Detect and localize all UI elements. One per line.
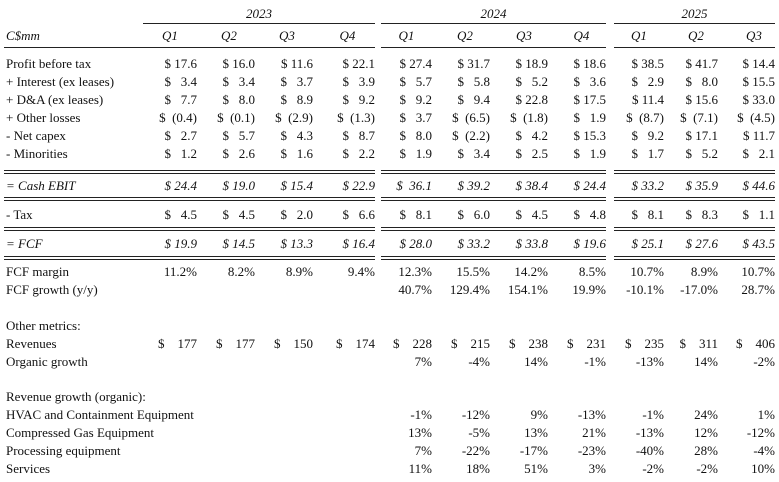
table-cell: $ 17.5 bbox=[573, 92, 606, 107]
row-label: - Tax bbox=[6, 207, 33, 222]
table-cell: $ 33.8 bbox=[515, 236, 548, 251]
table-cell: $ 2.6 bbox=[222, 146, 255, 161]
table-cell: $ (2.2) bbox=[452, 128, 490, 143]
table-cell: 154.1% bbox=[507, 282, 548, 297]
table-cell: $ 19.0 bbox=[222, 178, 255, 193]
table-cell: $ 33.2 bbox=[457, 236, 490, 251]
table-cell: 8.5% bbox=[578, 264, 606, 279]
table-cell: $ 19.6 bbox=[573, 236, 606, 251]
year-rule bbox=[381, 23, 606, 24]
table-cell: $ (4.5) bbox=[737, 110, 775, 125]
table-cell: -22% bbox=[461, 443, 490, 458]
table-cell: 13% bbox=[408, 425, 432, 440]
table-cell: $ 11.4 bbox=[631, 92, 664, 107]
row-label: Profit before tax bbox=[6, 56, 92, 71]
table-cell: $ 1.6 bbox=[280, 146, 313, 161]
table-cell: 9% bbox=[530, 407, 548, 422]
table-cell: $ 18.6 bbox=[573, 56, 606, 71]
table-cell: $ 5.7 bbox=[399, 74, 432, 89]
table-cell: $ 5.8 bbox=[457, 74, 490, 89]
table-cell: 10.7% bbox=[741, 264, 775, 279]
table-cell: $ 6.0 bbox=[457, 207, 490, 222]
table-cell: $ 228 bbox=[393, 336, 432, 351]
table-cell: $ 5.2 bbox=[515, 74, 548, 89]
table-cell: $ 1.1 bbox=[742, 207, 775, 222]
table-cell: $ 9.2 bbox=[399, 92, 432, 107]
table-cell: $ 22.8 bbox=[515, 92, 548, 107]
table-cell: $ 8.0 bbox=[222, 92, 255, 107]
table-cell: $ 17.1 bbox=[685, 128, 718, 143]
table-cell: $ (1.8) bbox=[510, 110, 548, 125]
row-label: + D&A (ex leases) bbox=[6, 92, 104, 107]
double-rule bbox=[4, 170, 375, 174]
table-cell: $ 3.4 bbox=[457, 146, 490, 161]
table-cell: $ 13.3 bbox=[280, 236, 313, 251]
row-label: - Minorities bbox=[6, 146, 68, 161]
table-cell: $ 4.2 bbox=[515, 128, 548, 143]
table-cell: 129.4% bbox=[449, 282, 490, 297]
table-cell: $ 2.9 bbox=[631, 74, 664, 89]
table-cell: $ 3.7 bbox=[399, 110, 432, 125]
table-cell: 12.3% bbox=[398, 264, 432, 279]
table-cell: $ 2.0 bbox=[280, 207, 313, 222]
double-rule bbox=[4, 197, 375, 201]
double-rule bbox=[4, 227, 375, 231]
table-cell: 14% bbox=[524, 354, 548, 369]
table-cell: 9.4% bbox=[347, 264, 375, 279]
table-cell: $ 17.6 bbox=[164, 56, 197, 71]
table-cell: $ 39.2 bbox=[457, 178, 490, 193]
table-cell: $ 22.1 bbox=[342, 56, 375, 71]
table-cell: $ 18.9 bbox=[515, 56, 548, 71]
table-cell: -12% bbox=[746, 425, 775, 440]
table-cell: -13% bbox=[635, 425, 664, 440]
table-cell: $ 150 bbox=[274, 336, 313, 351]
table-cell: -2% bbox=[696, 461, 718, 476]
table-cell: -23% bbox=[577, 443, 606, 458]
year-header-2023: 2023 bbox=[246, 6, 272, 21]
quarter-header: Q1 bbox=[631, 28, 647, 43]
table-cell: -10.1% bbox=[626, 282, 664, 297]
year-header-2024: 2024 bbox=[480, 6, 507, 21]
table-cell: $ 27.4 bbox=[399, 56, 432, 71]
table-cell: $ (1.3) bbox=[337, 110, 375, 125]
quarter-header: Q1 bbox=[162, 28, 178, 43]
table-cell: $ 8.7 bbox=[342, 128, 375, 143]
table-cell: $ 11.6 bbox=[280, 56, 313, 71]
row-label: = Cash EBIT bbox=[6, 178, 76, 193]
double-rule bbox=[4, 256, 375, 260]
table-cell: $ (7.1) bbox=[680, 110, 718, 125]
table-cell: $ 311 bbox=[679, 336, 718, 351]
table-cell: $ 36.1 bbox=[396, 178, 432, 193]
table-cell: $ 231 bbox=[567, 336, 606, 351]
table-cell: $ 43.5 bbox=[742, 236, 775, 251]
header-rule bbox=[4, 47, 375, 48]
table-cell: 11% bbox=[408, 461, 432, 476]
table-cell: $ 1.9 bbox=[573, 146, 606, 161]
table-cell: $ 16.4 bbox=[342, 236, 375, 251]
row-label: FCF growth (y/y) bbox=[6, 282, 98, 297]
row-label: = FCF bbox=[6, 236, 43, 251]
table-cell: 40.7% bbox=[398, 282, 432, 297]
table-cell: $ 14.5 bbox=[222, 236, 255, 251]
table-cell: $ 15.4 bbox=[280, 178, 313, 193]
table-cell: $ 9.2 bbox=[631, 128, 664, 143]
table-cell: 13% bbox=[524, 425, 548, 440]
table-cell: -17% bbox=[519, 443, 548, 458]
row-label: Services bbox=[6, 461, 51, 476]
table-cell: $ 27.6 bbox=[685, 236, 718, 251]
double-rule bbox=[614, 170, 775, 174]
quarter-header: Q2 bbox=[457, 28, 473, 43]
table-cell: -4% bbox=[468, 354, 490, 369]
table-cell: $ 2.5 bbox=[515, 146, 548, 161]
table-cell: -12% bbox=[461, 407, 490, 422]
table-cell: $ 8.0 bbox=[399, 128, 432, 143]
table-cell: $ 4.5 bbox=[515, 207, 548, 222]
table-cell: 7% bbox=[414, 354, 432, 369]
table-cell: 28.7% bbox=[741, 282, 775, 297]
table-cell: $ 3.4 bbox=[222, 74, 255, 89]
table-cell: -1% bbox=[642, 407, 664, 422]
table-cell: $ 35.9 bbox=[685, 178, 718, 193]
table-cell: $ 4.8 bbox=[573, 207, 606, 222]
table-cell: $ 3.7 bbox=[280, 74, 313, 89]
table-cell: $ 177 bbox=[216, 336, 255, 351]
table-cell: $ 16.0 bbox=[222, 56, 255, 71]
table-cell: $ 41.7 bbox=[685, 56, 718, 71]
quarter-header: Q3 bbox=[516, 28, 532, 43]
table-cell: 10.7% bbox=[630, 264, 664, 279]
table-cell: $ 19.9 bbox=[164, 236, 197, 251]
table-cell: $ 2.1 bbox=[742, 146, 775, 161]
table-cell: 11.2% bbox=[163, 264, 197, 279]
table-cell: 18% bbox=[466, 461, 490, 476]
table-cell: -4% bbox=[753, 443, 775, 458]
year-rule bbox=[143, 23, 375, 24]
row-label: Compressed Gas Equipment bbox=[6, 425, 155, 440]
table-cell: $ 15.3 bbox=[573, 128, 606, 143]
row-label: Revenue growth (organic): bbox=[6, 389, 146, 404]
table-cell: 8.9% bbox=[690, 264, 718, 279]
table-cell: $ 8.1 bbox=[631, 207, 664, 222]
double-rule bbox=[381, 170, 606, 174]
table-cell: $ 38.5 bbox=[631, 56, 664, 71]
table-cell: $ 9.2 bbox=[342, 92, 375, 107]
table-cell: 8.9% bbox=[285, 264, 313, 279]
table-cell: -5% bbox=[468, 425, 490, 440]
header-rule bbox=[381, 47, 606, 48]
table-cell: 15.5% bbox=[456, 264, 490, 279]
table-cell: $ 174 bbox=[336, 336, 375, 351]
double-rule bbox=[381, 227, 606, 231]
table-cell: $ 8.1 bbox=[399, 207, 432, 222]
table-cell: $ 1.2 bbox=[164, 146, 197, 161]
table-cell: 14% bbox=[694, 354, 718, 369]
table-cell: $ 25.1 bbox=[631, 236, 664, 251]
table-cell: $ 2.2 bbox=[342, 146, 375, 161]
table-cell: -2% bbox=[642, 461, 664, 476]
table-cell: $ 6.6 bbox=[342, 207, 375, 222]
row-label: FCF margin bbox=[6, 264, 69, 279]
double-rule bbox=[381, 256, 606, 260]
table-cell: $ 22.9 bbox=[342, 178, 375, 193]
table-cell: $ 4.5 bbox=[222, 207, 255, 222]
table-cell: $ 406 bbox=[736, 336, 775, 351]
double-rule bbox=[381, 197, 606, 201]
table-cell: 21% bbox=[582, 425, 606, 440]
table-cell: $ 24.4 bbox=[164, 178, 197, 193]
table-cell: $ 235 bbox=[625, 336, 664, 351]
table-cell: $ 3.9 bbox=[342, 74, 375, 89]
table-cell: -1% bbox=[584, 354, 606, 369]
table-cell: 19.9% bbox=[572, 282, 606, 297]
unit-label: C$mm bbox=[6, 28, 40, 43]
quarter-header: Q2 bbox=[221, 28, 237, 43]
table-cell: $ 11.7 bbox=[742, 128, 775, 143]
table-cell: $ 8.9 bbox=[280, 92, 313, 107]
table-cell: 1% bbox=[757, 407, 775, 422]
table-cell: $ 1.9 bbox=[573, 110, 606, 125]
table-cell: $ (0.1) bbox=[217, 110, 255, 125]
table-cell: 51% bbox=[524, 461, 548, 476]
double-rule bbox=[614, 256, 775, 260]
double-rule bbox=[614, 197, 775, 201]
year-header-2025: 2025 bbox=[681, 6, 708, 21]
table-cell: $ 7.7 bbox=[164, 92, 197, 107]
row-label: Revenues bbox=[6, 336, 57, 351]
table-cell: $ 5.2 bbox=[685, 146, 718, 161]
quarter-header: Q4 bbox=[339, 28, 356, 43]
row-label: + Other losses bbox=[6, 110, 81, 125]
table-cell: -2% bbox=[753, 354, 775, 369]
table-cell: $ 44.6 bbox=[742, 178, 775, 193]
quarter-header: Q3 bbox=[746, 28, 762, 43]
table-cell: $ (6.5) bbox=[452, 110, 490, 125]
table-cell: 14.2% bbox=[514, 264, 548, 279]
quarter-header: Q4 bbox=[573, 28, 590, 43]
table-cell: -13% bbox=[635, 354, 664, 369]
table-cell: $ 4.5 bbox=[164, 207, 197, 222]
header-rule bbox=[614, 47, 775, 48]
table-cell: $ 31.7 bbox=[457, 56, 490, 71]
table-cell: 8.2% bbox=[227, 264, 255, 279]
table-cell: 12% bbox=[694, 425, 718, 440]
row-label: + Interest (ex leases) bbox=[6, 74, 115, 89]
table-cell: 28% bbox=[694, 443, 718, 458]
table-cell: -17.0% bbox=[680, 282, 718, 297]
table-cell: $ 1.7 bbox=[631, 146, 664, 161]
row-label: Organic growth bbox=[6, 354, 88, 369]
table-cell: $ 9.4 bbox=[457, 92, 490, 107]
quarter-header: Q3 bbox=[279, 28, 295, 43]
table-cell: $ 15.5 bbox=[742, 74, 775, 89]
table-cell: $ 238 bbox=[509, 336, 548, 351]
table-cell: $ (2.9) bbox=[275, 110, 313, 125]
table-cell: $ 215 bbox=[451, 336, 490, 351]
table-cell: $ 15.6 bbox=[685, 92, 718, 107]
table-cell: $ 2.7 bbox=[164, 128, 197, 143]
table-cell: $ 38.4 bbox=[515, 178, 548, 193]
table-cell: $ (0.4) bbox=[159, 110, 197, 125]
year-rule bbox=[614, 23, 775, 24]
row-label: - Net capex bbox=[6, 128, 66, 143]
table-cell: $ 8.3 bbox=[685, 207, 718, 222]
table-cell: $ 4.3 bbox=[280, 128, 313, 143]
table-cell: $ 5.7 bbox=[222, 128, 255, 143]
table-cell: $ (8.7) bbox=[626, 110, 664, 125]
row-label: HVAC and Containment Equipment bbox=[6, 407, 194, 422]
table-cell: -1% bbox=[410, 407, 432, 422]
table-cell: 3% bbox=[588, 461, 606, 476]
table-cell: $ 1.9 bbox=[399, 146, 432, 161]
quarter-header: Q2 bbox=[688, 28, 704, 43]
table-cell: 7% bbox=[414, 443, 432, 458]
table-cell: $ 28.0 bbox=[399, 236, 432, 251]
table-cell: $ 14.4 bbox=[742, 56, 775, 71]
table-cell: $ 3.6 bbox=[573, 74, 606, 89]
table-cell: -40% bbox=[635, 443, 664, 458]
table-cell: $ 33.2 bbox=[631, 178, 664, 193]
table-cell: $ 33.0 bbox=[742, 92, 775, 107]
table-cell: 24% bbox=[694, 407, 718, 422]
table-cell: $ 24.4 bbox=[573, 178, 606, 193]
table-cell: $ 3.4 bbox=[164, 74, 197, 89]
table-cell: -13% bbox=[577, 407, 606, 422]
table-cell: $ 8.0 bbox=[685, 74, 718, 89]
row-label: Other metrics: bbox=[6, 318, 81, 333]
table-cell: 10% bbox=[751, 461, 775, 476]
row-label: Processing equipment bbox=[6, 443, 121, 458]
table-cell: $ 177 bbox=[158, 336, 197, 351]
double-rule bbox=[614, 227, 775, 231]
quarter-header: Q1 bbox=[398, 28, 415, 43]
